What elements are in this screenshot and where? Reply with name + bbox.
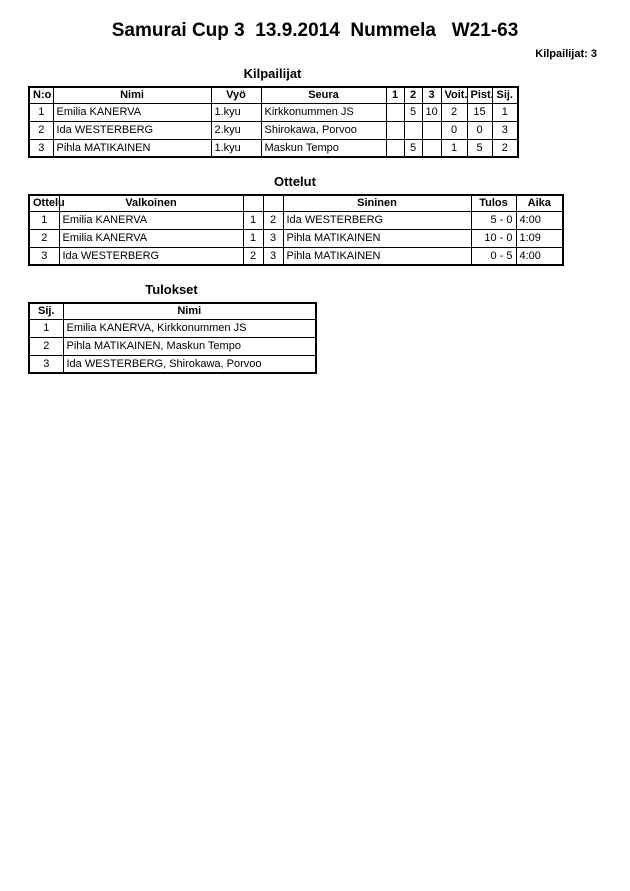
cell-sij: 2	[29, 337, 63, 355]
cell-aika: 1:09	[516, 229, 563, 247]
column-header-tulos: Tulos	[471, 195, 516, 211]
competitor-count: Kilpailijat: 3	[535, 48, 597, 60]
column-header-sininen: Sininen	[283, 195, 471, 211]
column-header-ottelu: Ottelu	[29, 195, 59, 211]
cell-voit: 0	[441, 121, 467, 139]
ottelut-section	[28, 174, 562, 266]
results-table	[28, 302, 317, 374]
result-row	[29, 355, 316, 373]
cell-nimi: Emilia KANERVA	[53, 103, 211, 121]
cell-tulos: 10 - 0	[471, 229, 516, 247]
cell-sij: 2	[492, 139, 518, 157]
cell-white-no: 1	[243, 211, 263, 229]
cell-aika: 4:00	[516, 247, 563, 265]
cell-match-no: 1	[29, 211, 59, 229]
cell-vyo: 2.kyu	[211, 121, 261, 139]
cell-blue-no: 2	[263, 211, 283, 229]
column-header-vyo: Vyö	[211, 87, 261, 103]
cell-blue-name: Pihla MATIKAINEN	[283, 247, 471, 265]
tulokset-section-title: Tulokset	[145, 282, 198, 297]
match-row	[29, 211, 563, 229]
results-header-row	[29, 303, 316, 319]
competitor-row	[29, 139, 518, 157]
cell-score-2	[404, 121, 422, 139]
match-row	[29, 247, 563, 265]
cell-white-no: 2	[243, 247, 263, 265]
cell-white-no: 1	[243, 229, 263, 247]
column-header-seura: Seura	[261, 87, 386, 103]
column-header-aika: Aika	[516, 195, 563, 211]
cell-tulos: 0 - 5	[471, 247, 516, 265]
cell-vyo: 1.kyu	[211, 139, 261, 157]
column-header-valkoinen: Valkoinen	[59, 195, 243, 211]
cell-score-1	[386, 103, 404, 121]
column-header-1: 1	[386, 87, 404, 103]
cell-sij: 1	[29, 319, 63, 337]
cell-blue-name: Ida WESTERBERG	[283, 211, 471, 229]
column-header-nimi: Nimi	[53, 87, 211, 103]
cell-no: 3	[29, 139, 53, 157]
column-header-no: N:o	[29, 87, 53, 103]
matches-table	[28, 194, 564, 266]
cell-aika: 4:00	[516, 211, 563, 229]
cell-vyo: 1.kyu	[211, 103, 261, 121]
cell-pist: 5	[467, 139, 492, 157]
cell-score-2: 5	[404, 103, 422, 121]
cell-blue-no: 3	[263, 247, 283, 265]
cell-nimi: Ida WESTERBERG, Shirokawa, Porvoo	[63, 355, 316, 373]
match-row	[29, 229, 563, 247]
cell-voit: 2	[441, 103, 467, 121]
cell-blue-no: 3	[263, 229, 283, 247]
kilpailijat-section	[28, 66, 517, 158]
cell-seura: Shirokawa, Porvoo	[261, 121, 386, 139]
cell-nimi: Pihla MATIKAINEN, Maskun Tempo	[63, 337, 316, 355]
competitors-table	[28, 86, 519, 158]
tulokset-section	[28, 282, 315, 374]
cell-sij: 1	[492, 103, 518, 121]
cell-match-no: 2	[29, 229, 59, 247]
cell-no: 1	[29, 103, 53, 121]
cell-score-3	[422, 121, 441, 139]
cell-nimi: Ida WESTERBERG	[53, 121, 211, 139]
cell-score-2: 5	[404, 139, 422, 157]
column-header-sij: Sij.	[492, 87, 518, 103]
column-header-sij: Sij.	[29, 303, 63, 319]
cell-pist: 15	[467, 103, 492, 121]
cell-sij: 3	[492, 121, 518, 139]
cell-sij: 3	[29, 355, 63, 373]
cell-score-3: 10	[422, 103, 441, 121]
cell-score-3	[422, 139, 441, 157]
cell-seura: Kirkkonummen JS	[261, 103, 386, 121]
column-header-voit: Voit.	[441, 87, 467, 103]
ottelut-section-title: Ottelut	[274, 174, 316, 189]
cell-no: 2	[29, 121, 53, 139]
result-row	[29, 319, 316, 337]
cell-voit: 1	[441, 139, 467, 157]
matches-header-row	[29, 195, 563, 211]
column-header-white-no	[243, 195, 263, 211]
kilpailijat-section-title: Kilpailijat	[243, 66, 302, 81]
cell-nimi: Pihla MATIKAINEN	[53, 139, 211, 157]
column-header-pist: Pist.	[467, 87, 492, 103]
cell-match-no: 3	[29, 247, 59, 265]
cell-tulos: 5 - 0	[471, 211, 516, 229]
column-header-2: 2	[404, 87, 422, 103]
cell-white-name: Emilia KANERVA	[59, 211, 243, 229]
cell-seura: Maskun Tempo	[261, 139, 386, 157]
cell-score-1	[386, 139, 404, 157]
cell-nimi: Emilia KANERVA, Kirkkonummen JS	[63, 319, 316, 337]
document-title: Samurai Cup 3 13.9.2014 Nummela W21-63	[111, 20, 519, 41]
competitor-row	[29, 103, 518, 121]
competitors-header-row	[29, 87, 518, 103]
cell-white-name: Emilia KANERVA	[59, 229, 243, 247]
competitor-row	[29, 121, 518, 139]
column-header-3: 3	[422, 87, 441, 103]
cell-pist: 0	[467, 121, 492, 139]
cell-score-1	[386, 121, 404, 139]
result-row	[29, 337, 316, 355]
cell-blue-name: Pihla MATIKAINEN	[283, 229, 471, 247]
column-header-blue-no	[263, 195, 283, 211]
column-header-nimi: Nimi	[63, 303, 316, 319]
cell-white-name: Ida WESTERBERG	[59, 247, 243, 265]
